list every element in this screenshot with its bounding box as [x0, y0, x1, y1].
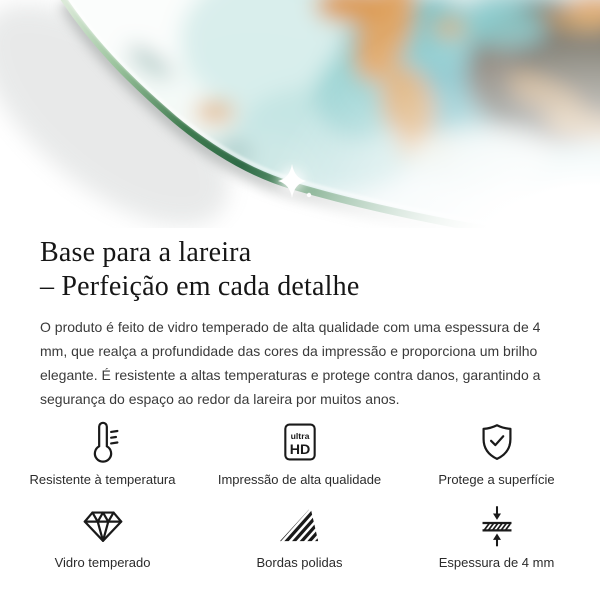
thickness-icon	[475, 501, 519, 549]
glass-panel-graphic	[0, 0, 600, 228]
product-description: O produto é feito de vidro temperado de alta qualidade com uma espessura de 4 mm, que realça a profundidade das cores da impressão e proporciona um brilho elegante. É resistente a altas temperaturas e protege contra danos, garantindo a segurança do espaço ao redor da lareira por muitos anos.	[40, 319, 541, 407]
feature-label: Espessura de 4 mm	[438, 555, 555, 570]
feature-protection	[398, 418, 595, 488]
feature-label: Protege a superfície	[438, 472, 555, 487]
feature-polished-edges	[201, 501, 398, 571]
shield-check-icon	[474, 418, 520, 466]
white-fade-overlay	[0, 0, 600, 228]
feature-print-quality	[201, 418, 398, 488]
feature-label: Vidro temperado	[54, 555, 151, 570]
page-title-line1: Base para a lareira	[40, 237, 252, 268]
feature-label: Impressão de alta qualidade	[217, 472, 382, 487]
feature-label: Bordas polidas	[256, 555, 343, 570]
ultra-hd-icon	[278, 418, 322, 466]
polished-edges-icon	[277, 501, 323, 549]
feature-thickness	[398, 501, 595, 571]
page-title	[40, 236, 560, 304]
diamond-icon	[80, 501, 126, 549]
feature-label: Resistente à temperatura	[29, 472, 176, 487]
thermometer-icon	[80, 418, 126, 466]
ultra-hd-icon-text-top: ultra	[290, 431, 309, 442]
page-title-line2: – Perfeição em cada detalhe	[40, 271, 360, 302]
ultra-hd-icon-text-bottom: HD	[289, 441, 310, 458]
feature-grid	[0, 418, 600, 571]
hero-image	[0, 0, 600, 228]
feature-temperature	[4, 418, 201, 488]
feature-tempered-glass	[4, 501, 201, 571]
